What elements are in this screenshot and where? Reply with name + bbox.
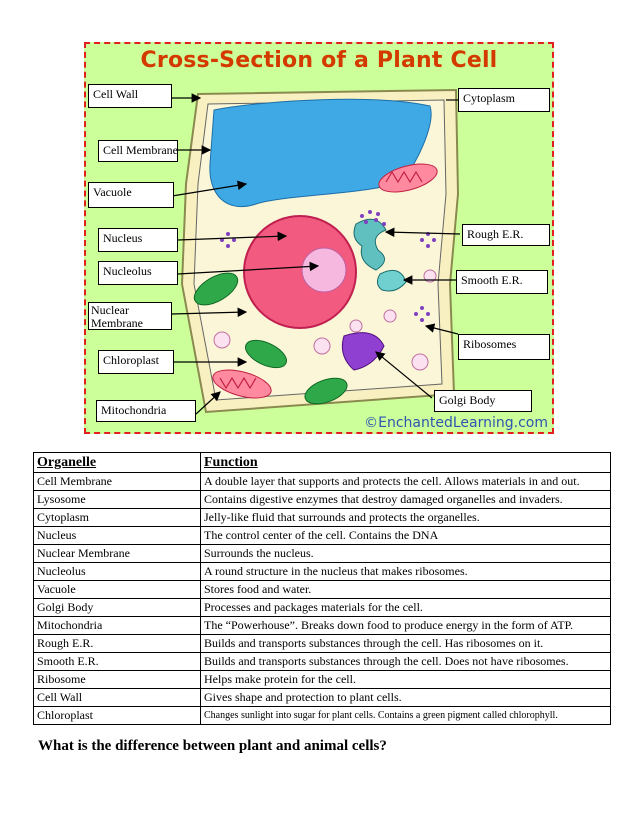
- header-organelle: Organelle: [34, 453, 201, 473]
- table-row: [34, 581, 611, 599]
- function-cell: Stores food and water.: [201, 581, 611, 599]
- table-row: [34, 509, 611, 527]
- table-row: [34, 689, 611, 707]
- function-cell: Builds and transports substances through the cell. Has ribosomes on it.: [201, 635, 611, 653]
- organelle-cell: Golgi Body: [34, 599, 201, 617]
- label-cell-membrane: Cell Membrane: [98, 140, 178, 162]
- organelle-table: [33, 452, 611, 725]
- organelle-cell: Nucleolus: [34, 563, 201, 581]
- table-row: [34, 473, 611, 491]
- organelle-cell: Cell Wall: [34, 689, 201, 707]
- nucleolus-shape: [302, 248, 346, 292]
- diagram-title: Cross-Section of a Plant Cell: [140, 48, 498, 73]
- table-row: [34, 617, 611, 635]
- function-cell: Processes and packages materials for the cell.: [201, 599, 611, 617]
- table-row: [34, 527, 611, 545]
- function-cell: A double layer that supports and protects the cell. Allows materials in and out.: [201, 473, 611, 491]
- table-row: [34, 545, 611, 563]
- header-function: Function: [201, 453, 611, 473]
- label-ribosomes: Ribosomes: [458, 334, 550, 360]
- organelle-cell: Mitochondria: [34, 617, 201, 635]
- function-cell: Helps make protein for the cell.: [201, 671, 611, 689]
- organelle-cell: Cytoplasm: [34, 509, 201, 527]
- label-nucleolus: Nucleolus: [98, 261, 178, 285]
- organelle-cell: Vacuole: [34, 581, 201, 599]
- function-cell: Changes sunlight into sugar for plant cells. Contains a green pigment called chlorophyll.: [201, 707, 611, 725]
- table-row: [34, 707, 611, 725]
- label-nucleus: Nucleus: [98, 228, 178, 252]
- label-golgi-body: Golgi Body: [434, 390, 532, 412]
- label-nuclear-membrane: Nuclear Membrane: [88, 302, 172, 330]
- organelle-cell: Cell Membrane: [34, 473, 201, 491]
- credit-text: ©EnchantedLearning.com: [364, 415, 548, 431]
- label-mitochondria: Mitochondria: [96, 400, 196, 422]
- label-rough-er: Rough E.R.: [462, 224, 550, 246]
- label-chloroplast: Chloroplast: [98, 350, 174, 374]
- function-cell: The control center of the cell. Contains the DNA: [201, 527, 611, 545]
- organelle-cell: Nuclear Membrane: [34, 545, 201, 563]
- question-text: What is the difference between plant and animal cells?: [38, 738, 387, 754]
- label-cell-wall: Cell Wall: [88, 84, 172, 108]
- organelle-cell: Lysosome: [34, 491, 201, 509]
- label-vacuole: Vacuole: [88, 182, 174, 208]
- table-row: [34, 653, 611, 671]
- table-row: [34, 635, 611, 653]
- organelle-cell: Rough E.R.: [34, 635, 201, 653]
- table-row: [34, 563, 611, 581]
- plant-cell-diagram: [84, 42, 554, 434]
- table-row: [34, 599, 611, 617]
- function-cell: Surrounds the nucleus.: [201, 545, 611, 563]
- table-row: [34, 671, 611, 689]
- table-header-row: [34, 453, 611, 473]
- function-cell: Contains digestive enzymes that destroy damaged organelles and invaders.: [201, 491, 611, 509]
- label-smooth-er: Smooth E.R.: [456, 270, 548, 294]
- organelle-cell: Chloroplast: [34, 707, 201, 725]
- function-cell: Builds and transports substances through the cell. Does not have ribosomes.: [201, 653, 611, 671]
- organelle-cell: Ribosome: [34, 671, 201, 689]
- organelle-cell: Smooth E.R.: [34, 653, 201, 671]
- organelle-cell: Nucleus: [34, 527, 201, 545]
- table-row: [34, 491, 611, 509]
- function-cell: Jelly-like fluid that surrounds and protects the organelles.: [201, 509, 611, 527]
- function-cell: Gives shape and protection to plant cells.: [201, 689, 611, 707]
- function-cell: A round structure in the nucleus that makes ribosomes.: [201, 563, 611, 581]
- function-cell: The “Powerhouse”. Breaks down food to produce energy in the form of ATP.: [201, 617, 611, 635]
- label-cytoplasm: Cytoplasm: [458, 88, 550, 112]
